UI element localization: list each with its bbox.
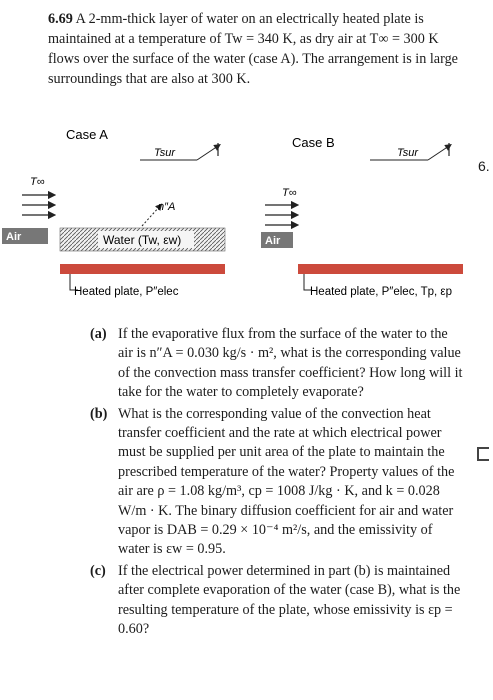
- case-b-heated-plate: [298, 264, 463, 274]
- part-b: [90, 405, 464, 560]
- edge-bracket: [477, 447, 489, 461]
- part-b-label: (b): [90, 405, 108, 422]
- case-a-plate-label: Heated plate, P″elec: [74, 286, 179, 298]
- part-c: [90, 562, 464, 640]
- case-b-tsur-label: Tsur: [397, 147, 418, 159]
- part-c-label: (c): [90, 562, 106, 579]
- case-b-airflow-arrows-icon: [265, 205, 295, 225]
- water-label: Water (Tw, εw): [103, 233, 182, 247]
- case-a-tsur-label: Tsur: [154, 147, 175, 159]
- case-a-heated-plate: [60, 264, 225, 274]
- part-a-text: If the evaporative flux from the surface of the water to the air is n″A = 0.030 kg/s · m², what is the corresponding value of the convection mass transfer coefficient? How long will it take for the water to completely evaporate?: [118, 326, 463, 401]
- problem-number: 6.69: [48, 11, 73, 27]
- part-b-text: What is the corresponding value of the convection heat transfer coefficient and the rate at which electrical power must be supplied per unit area of the plate to maintain the prescribed temperature of the water? Property values of the air are ρ = 1.08 kg/m³, cp = 1008 J/kg · K, and k = 0.028 W/m · K. The binary diffusion coefficient for air and water vapor is DAB = 0.29 × 10⁻⁴ m²/s, and the emissivity of water is εw = 0.95.: [118, 405, 455, 558]
- case-a-air-label: Air: [6, 231, 22, 243]
- case-b-plate-label: Heated plate, P″elec, Tp, εp: [310, 286, 452, 298]
- edge-page-fragment: 6.: [478, 158, 490, 174]
- part-a: [90, 325, 464, 403]
- case-b-tinf-label: T∞: [282, 187, 297, 199]
- case-a-flux-label: n″A: [158, 201, 176, 213]
- problem-body: A 2-mm-thick layer of water on an electrically heated plate is maintained at a temperature of Tw = 340 K, as dry air at T∞ = 300 K flows over the surface of the water (case A). The arrangement is in large surroundings that are also at 300 K.: [48, 11, 458, 87]
- case-a-airflow-arrows-icon: [22, 195, 52, 215]
- case-a-surroundings-icon: [140, 143, 218, 160]
- question-parts: [90, 325, 464, 642]
- part-a-label: (a): [90, 326, 107, 342]
- case-b-air-label: Air: [265, 235, 281, 247]
- case-a-title: Case A: [66, 127, 108, 142]
- case-a-tinf-label: T∞: [30, 176, 45, 188]
- case-b-title: Case B: [292, 135, 335, 150]
- part-c-text: If the electrical power determined in part (b) is maintained after complete evaporation of the water (case B), what is the resulting temperature of the plate, whose emissivity is εp = 0.60?: [118, 562, 461, 638]
